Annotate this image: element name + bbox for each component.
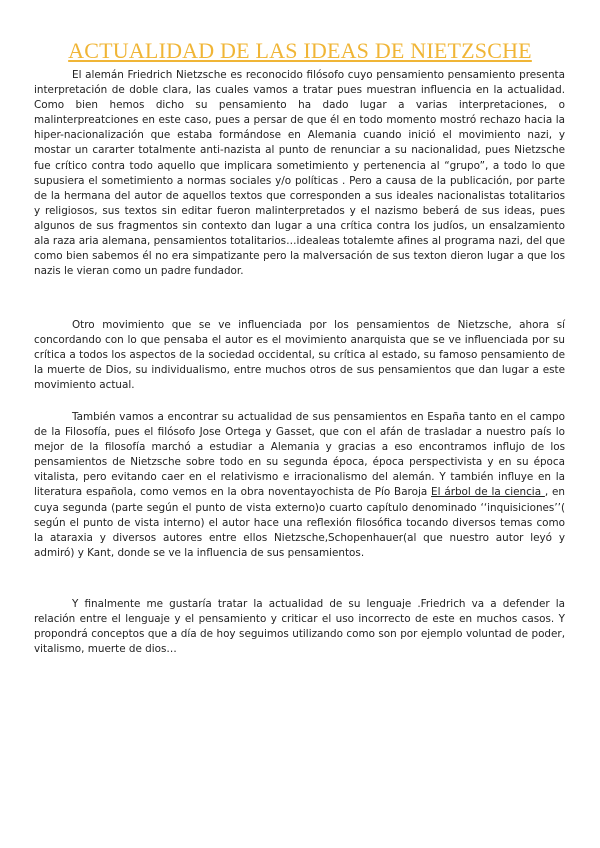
paragraph-1: El alemán Friedrich Nietzsche es reconocido filósofo cuyo pensamiento pensamiento presenta interpretación de doble clara, las cuales vamos a tratar pues muestran influencia en la actualidad. Como bien hemos dicho su pensamiento ha dado lugar a varias interpretaciones, o malinterpreatciones en este caso, pues a persar de que él en todo momento mostró rechazo hacia la hiper-nacionalización que estaba formándose en Alemania cuando inició el movimiento nazi, y mostar un cararter totalmente anti-nazista al punto de renunciar a su nacionalidad, pues Nietzsche fue crítico contra todo aquello que implicara sometimiento y pertenencia al “grupo”, a todo lo que supusiera el sometimiento a normas sociales y/o políticas . Pero a causa de la publicación, por parte de la hermana del autor de aquellos textos que corresponden a sus ideales nacionalistas totalitarios y religiosos, sus textos sin editar fueron malinterpretados y el nazismo beberá de sus ideas, pues algunos de sus fragmentos sin contexto dan lugar a una crítica contra los judíos, un ensalzamiento ala raza aria alemana, pensamientos totalitarios…idealeas totalemte afines al programa nazi, del que como bien sabemos él no era simpatizante pero la malversación de sus texton dieron lugar a que los nazis le vieran como un padre fundador. bbox=[34, 69, 565, 278]
paragraph-3-text-before: También vamos a encontrar su actualidad de sus pensamientos en España tanto en el campo de la Filosofía, pues el filósofo Jose Ortega y Gasset, que con el afán de trasladar a nuestro país lo mejor de la filosofía marchó a estudiar a Alemania y gracias a eso encontramos influjo de los pensamientos de Nietzsche sobre todo en su segunda época, época perspectivista y en su época vitalista, pero evitando caer en el relativismo e irracionalismo del alemán. Y también influye en la literatura española, como vemos en la obra noventayochista de Pío Baroja bbox=[34, 411, 565, 499]
page-title: ACTUALIDAD DE LAS IDEAS DE NIETZSCHE bbox=[68, 38, 532, 63]
paragraph-3-text-after: , en cuya segunda (parte según el punto de vista externo)o cuarto capítulo denominado ‘‘inquisiciones’’( según el punto de vista interno) el autor hace una reflexión filosófica tocando diversos temas como la ataraxia y diversos autores entre ellos Nietzsche,Schopenhauer(al que nuestro autor leyó y admiró) y Kant, donde se ve la influencia de sus pensamientos. bbox=[34, 486, 565, 559]
book-title: El árbol de la ciencia bbox=[431, 486, 545, 499]
paragraph-3 bbox=[34, 410, 565, 561]
paragraph-4: Y finalmente me gustaría tratar la actualidad de su lenguaje .Friedrich va a defender la relación entre el lenguaje y el pensamiento y criticar el uso incorrecto de este en muchos casos. Y propondrá conceptos que a día de hoy seguimos utilizando como son por ejemplo voluntad de poder, vitalismo, muerte de dios… bbox=[34, 598, 565, 656]
paragraph-2: Otro movimiento que se ve influenciada por los pensamientos de Nietzsche, ahora sí concordando con lo que pensaba el autor es el movimiento anarquista que se ve influenciada por su crítica a todos los aspectos de la sociedad occidental, su crítica al estado, su famoso pensamiento de la muerte de Dios, su individualismo, entre muchos otros de sus pensamientos que dan lugar a este movimiento actual. bbox=[34, 319, 565, 392]
